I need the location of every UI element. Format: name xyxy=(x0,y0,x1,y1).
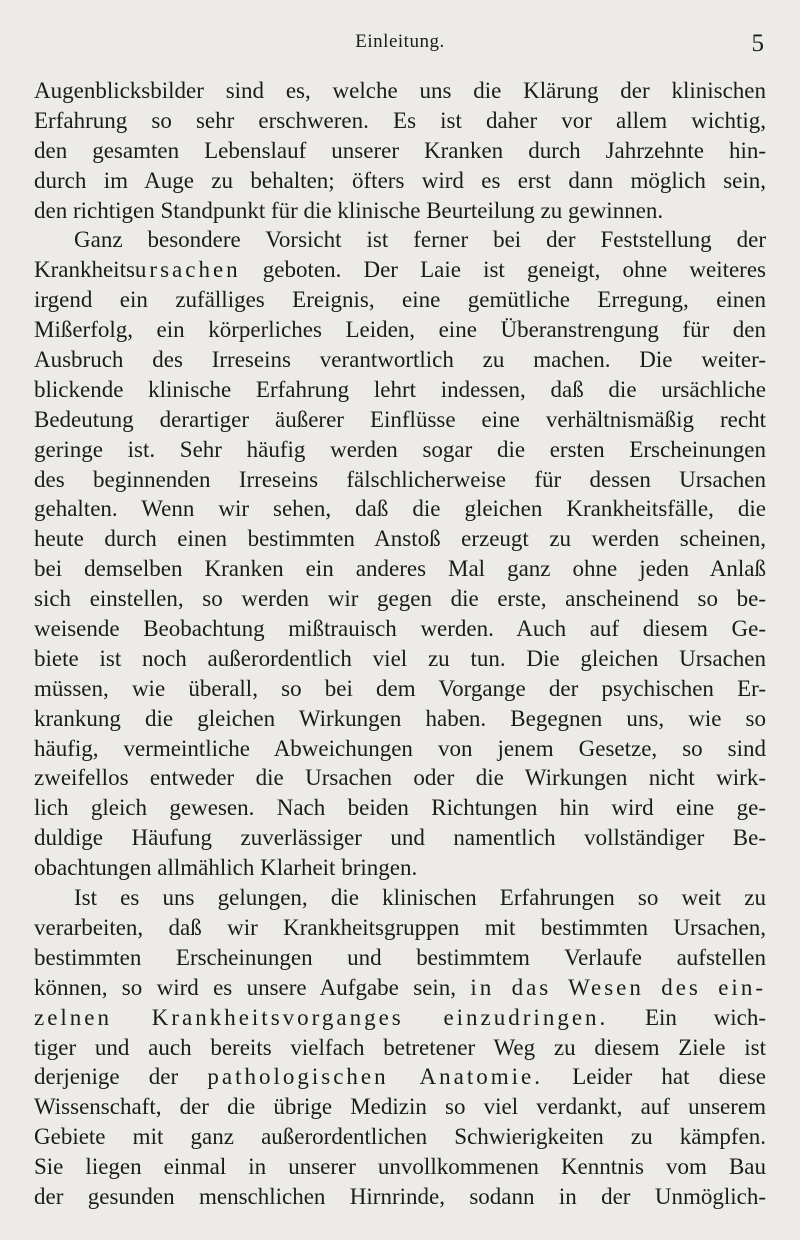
text-line: irgend ein zufälliges Ereignis, eine gemütliche Erregung, einen xyxy=(34,287,766,313)
text-line: bestimmten Erscheinungen und bestimmtem Verlaufe aufstellen xyxy=(34,944,766,970)
text-line: geringe ist. Sehr häufig werden sogar die ersten Erscheinungen xyxy=(34,436,766,462)
text-line: Augenblicksbilder sind es, welche uns die Klärung der klinischen xyxy=(34,78,766,103)
text-line: der gesunden menschlichen Hirnrinde, sodann in der Unmöglich- xyxy=(34,1183,766,1209)
text-line: tiger und auch bereits vielfach betretener Weg zu diesem Ziele ist xyxy=(34,1034,766,1060)
text-line: duldige Häufung zuverlässiger und namentlich vollständiger Be- xyxy=(34,825,766,851)
text-line xyxy=(34,973,766,1003)
emphasized-text: in das Wesen des ein- xyxy=(470,974,766,1000)
text-line: Wissenschaft, der die übrige Medizin so viel verdankt, auf unserem xyxy=(34,1094,766,1120)
text-line: durch im Auge zu behalten; öfters wird es erst dann möglich sein, xyxy=(34,167,766,193)
paragraph-start-line: Ist es uns gelungen, die klinischen Erfahrungen so weit zu xyxy=(74,885,766,911)
text-line: bei demselben Kranken ein anderes Mal ganz ohne jeden Anlaß xyxy=(34,556,766,582)
line-text: Ein wich- xyxy=(608,1004,766,1030)
text-line: Mißerfolg, ein körperliches Leiden, eine Überanstrengung für den xyxy=(34,317,766,343)
text-line: krankung die gleichen Wirkungen haben. Begegnen uns, wie so xyxy=(34,705,766,731)
line-text: Leider hat diese xyxy=(543,1064,766,1090)
text-line: den gesamten Lebenslauf unserer Kranken durch Jahrzehnte hin- xyxy=(34,137,766,163)
text-line: verarbeiten, daß wir Krankheitsgruppen mit bestimmten Ursachen, xyxy=(34,914,766,940)
text-line: Sie liegen einmal in unserer unvollkommenen Kenntnis vom Bau xyxy=(34,1154,766,1180)
text-line: den richtigen Standpunkt für die klinische Beurteilung zu gewinnen. xyxy=(34,197,664,223)
line-text: derjenige der xyxy=(34,1064,208,1090)
line-text: geboten. Der Laie ist geneigt, ohne weiteres xyxy=(240,257,766,283)
emphasized-text: ursachen xyxy=(134,257,241,283)
text-line: heute durch einen bestimmten Anstoß erzeugt zu werden scheinen, xyxy=(34,526,766,552)
text-line: Erfahrung so sehr erschweren. Es ist daher vor allem wichtig, xyxy=(34,107,766,133)
text-line: häufig, vermeintliche Abweichungen von jenem Gesetze, so sind xyxy=(34,735,766,761)
text-line: zweifellos entweder die Ursachen oder die Wirkungen nicht wirk- xyxy=(34,765,766,791)
text-line xyxy=(34,1003,766,1033)
emphasized-text: pathologischen Anatomie. xyxy=(207,1064,543,1090)
text-line: Gebiete mit ganz außerordentlichen Schwierigkeiten zu kämpfen. xyxy=(34,1124,766,1150)
text-line: Bedeutung derartiger äußerer Einflüsse eine verhältnismäßig recht xyxy=(34,406,766,432)
text-line: sich einstellen, so werden wir gegen die erste, anscheinend so be- xyxy=(34,586,766,612)
text-line: obachtungen allmählich Klarheit bringen. xyxy=(34,855,418,881)
text-line: weisende Beobachtung mißtrauisch werden. Auch auf diesem Ge- xyxy=(34,616,766,642)
line-text: Krankheits xyxy=(34,257,135,283)
running-header: Einleitung. xyxy=(355,31,445,52)
text-line: Ausbruch des Irreseins verantwortlich zu machen. Die weiter- xyxy=(34,347,766,373)
line-text: können, so wird es unsere Aufgabe sein, xyxy=(34,974,471,1000)
page-number: 5 xyxy=(751,30,764,57)
text-line: des beginnenden Irreseins fälschlicherweise für dessen Ursachen xyxy=(34,466,766,492)
text-line: biete ist noch außerordentlich viel zu tun. Die gleichen Ursachen xyxy=(34,645,766,671)
text-line xyxy=(34,255,766,285)
paragraph-start-line: Ganz besondere Vorsicht ist ferner bei der Feststellung der xyxy=(74,227,766,253)
text-line: gehalten. Wenn wir sehen, daß die gleichen Krankheitsfälle, die xyxy=(34,496,766,522)
body-text xyxy=(34,76,766,1212)
text-line: lich gleich gewesen. Nach beiden Richtungen hin wird eine ge- xyxy=(34,795,766,821)
emphasized-text: zelnen Krankheitsvorganges einzudringen. xyxy=(34,1004,609,1030)
text-line xyxy=(34,1062,766,1092)
text-line: blickende klinische Erfahrung lehrt indessen, daß die ursächliche xyxy=(34,376,766,402)
text-line: müssen, wie überall, so bei dem Vorgange der psychischen Er- xyxy=(34,675,766,701)
